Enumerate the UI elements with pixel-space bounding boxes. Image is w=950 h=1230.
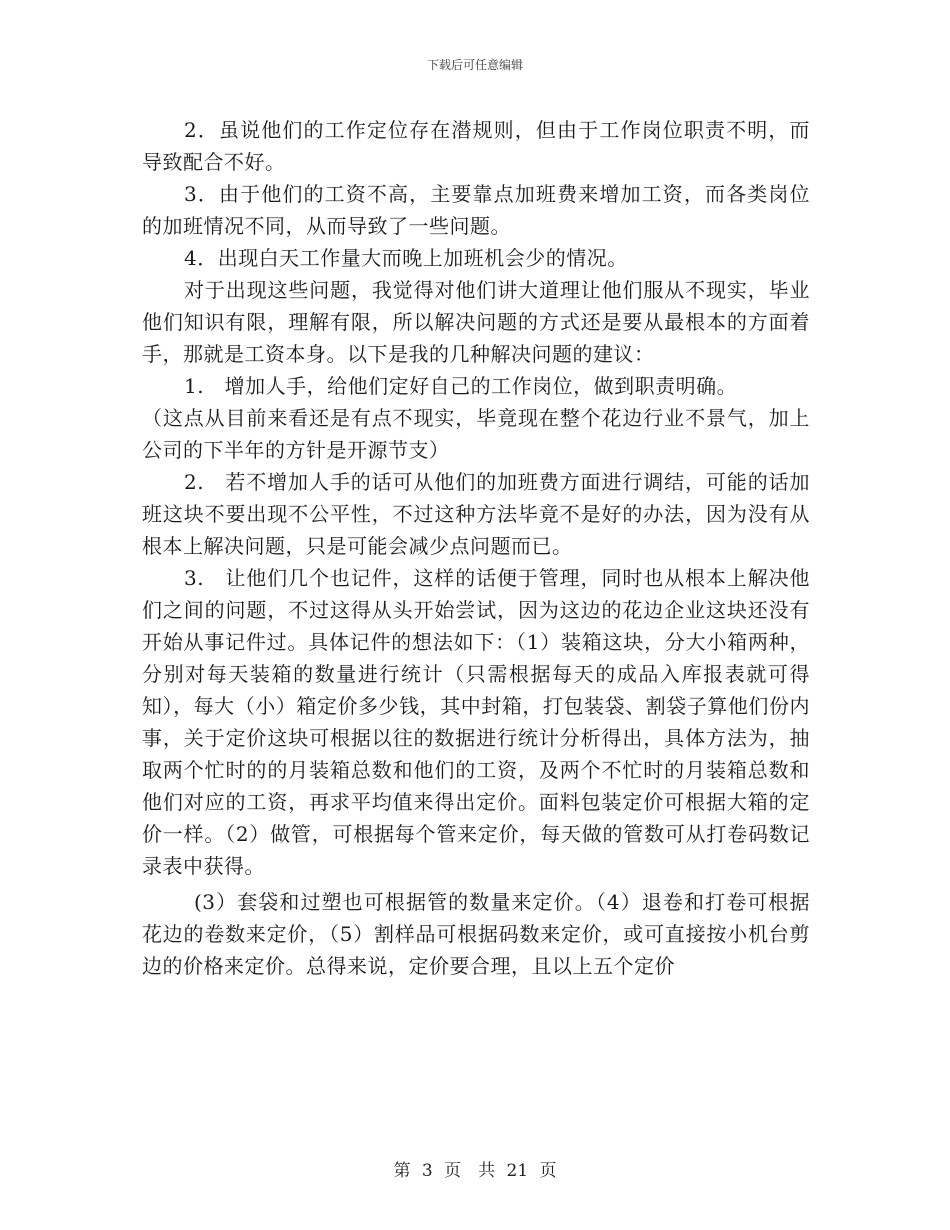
footer-suffix: 页 xyxy=(539,1161,557,1181)
paragraph-8: 3. 让他们几个也记件，这样的话便于管理，同时也从根本上解决他们之间的问题，不过这得从头开始尝试，因为这边的花边企业这块还没有开始从事记件过。具体记件的想法如下：（1）装箱这块，分大小箱两种，分别对每天装箱的数量进行统计（只需根据每天的成品入库报表就可得知），每大（小）箱定价多少钱，其中封箱，打包装袋、割袋子算他们份内事，关于定价这块可根据以往的数据进行统计分析得出，具体方法为，抽取两个忙时的的月装箱总数和他们的工资，及两个不忙时的月装箱总数和他们对应的工资，再求平均值来得出定价。面料包装定价可根据大箱的定价一样。（2）做管，可根据每个管来定价，每天做的管数可从打卷码数记录表中获得。 xyxy=(142,566,810,878)
paragraph-7: 2. 若不增加人手的话可从他们的加班费方面进行调结，可能的话加班这块不要出现不公平性，不过这种方法毕竟不是好的办法，因为没有从根本上解决问题，只是可能会减少点问题而已。 xyxy=(142,470,810,558)
paragraph-4: 对于出现这些问题，我觉得对他们讲大道理让他们服从不现实，毕业他们知识有限，理解有限，所以解决问题的方式还是要从最根本的方面着手，那就是工资本身。以下是我的几种解决问题的建议： xyxy=(142,278,810,366)
paragraph-6: （这点从目前来看还是有点不现实，毕竟现在整个花边行业不景气，加上公司的下半年的方针是开源节支） xyxy=(142,406,810,462)
document-body xyxy=(142,114,810,982)
footer-total-pages: 21 xyxy=(506,1161,529,1181)
paragraph-3: 4．出现白天工作量大而晚上加班机会少的情况。 xyxy=(184,246,628,270)
footer-current-page: 3 xyxy=(421,1161,433,1181)
page-header-note: 下载后可任意编辑 xyxy=(426,58,523,72)
paragraph-2: 3．由于他们的工资不高，主要靠点加班费来增加工资，而各类岗位的加班情况不同，从而导致了一些问题。 xyxy=(142,182,810,238)
paragraph-9: (3）套袋和过塑也可根据管的数量来定价。（4）退卷和打卷可根据花边的卷数来定价，（5）割样品可根据码数来定价，或可直接按小机台剪边的价格来定价。总得来说，定价要合理，且以上五个定价 xyxy=(142,890,810,978)
paragraph-5: 1. 增加人手，给他们定好自己的工作岗位，做到职责明确。 xyxy=(184,374,738,398)
page-footer xyxy=(0,1156,950,1181)
paragraph-1: 2．虽说他们的工作定位存在潜规则，但由于工作岗位职责不明，而导致配合不好。 xyxy=(142,118,810,174)
footer-middle: 页 共 xyxy=(444,1161,496,1181)
footer-prefix: 第 xyxy=(393,1161,411,1181)
